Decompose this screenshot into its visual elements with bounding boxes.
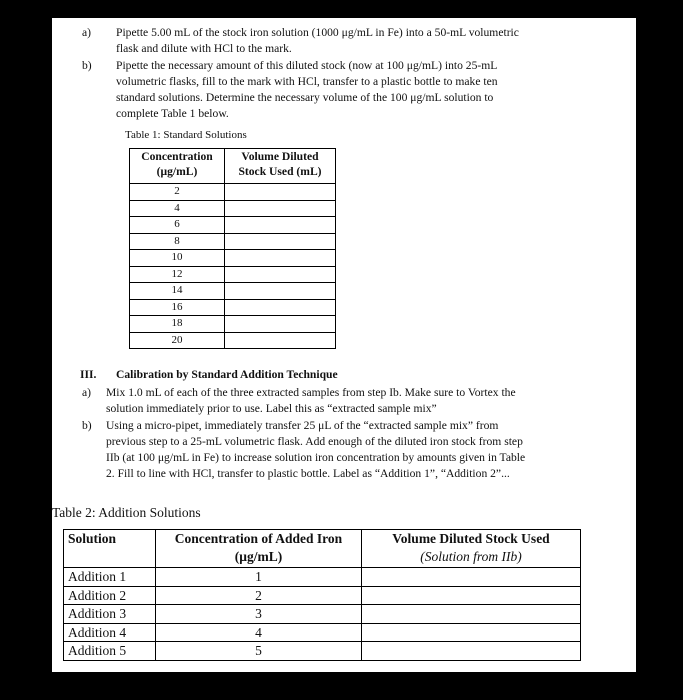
concentration-cell: 4	[130, 200, 225, 217]
volume-cell[interactable]	[362, 568, 581, 587]
table-row	[130, 266, 336, 283]
concentration-cell: 3	[156, 605, 362, 624]
header-line: Stock Used (mL)	[238, 165, 322, 178]
header-line: Volume Diluted	[241, 150, 319, 163]
volume-cell[interactable]	[362, 623, 581, 642]
table-row	[130, 332, 336, 349]
step-a-line: flask and dilute with HCl to the mark.	[116, 42, 292, 55]
concentration-cell: 20	[130, 332, 225, 349]
table-row	[130, 217, 336, 234]
table-row	[130, 233, 336, 250]
table-header-row	[130, 149, 336, 184]
volume-cell[interactable]	[225, 283, 336, 300]
volume-cell[interactable]	[225, 250, 336, 267]
table-row	[64, 642, 581, 661]
step-b-label: b)	[82, 59, 92, 72]
step-b-label: b)	[82, 419, 92, 432]
volume-cell[interactable]	[225, 316, 336, 333]
header-line: (μg/mL)	[234, 549, 283, 564]
table-row	[64, 568, 581, 587]
step-b-line: Using a micro-pipet, immediately transfer 25 μL of the “extracted sample mix” from	[106, 419, 499, 432]
volume-header	[362, 530, 581, 568]
volume-cell[interactable]	[362, 605, 581, 624]
table-row	[130, 299, 336, 316]
volume-header	[225, 149, 336, 184]
addition-solutions-table	[63, 529, 581, 661]
standard-solutions-table	[129, 148, 336, 349]
concentration-cell: 18	[130, 316, 225, 333]
volume-cell[interactable]	[225, 184, 336, 201]
step-b-line: Pipette the necessary amount of this diluted stock (now at 100 μg/mL) into 25-mL	[116, 59, 498, 72]
solution-cell: Addition 3	[64, 605, 156, 624]
concentration-cell: 2	[130, 184, 225, 201]
concentration-cell: 1	[156, 568, 362, 587]
concentration-cell: 6	[130, 217, 225, 234]
volume-cell[interactable]	[225, 266, 336, 283]
solution-header: Solution	[64, 530, 156, 568]
step-b-line: complete Table 1 below.	[116, 107, 229, 120]
table1-caption: Table 1: Standard Solutions	[125, 129, 247, 141]
volume-cell[interactable]	[225, 332, 336, 349]
volume-cell[interactable]	[362, 586, 581, 605]
step-b-line: standard solutions. Determine the necessary volume of the 100 μg/mL solution to	[116, 91, 494, 104]
volume-cell[interactable]	[225, 299, 336, 316]
table-row	[64, 586, 581, 605]
step-b-line: volumetric flasks, fill to the mark with HCl, transfer to a plastic bottle to make ten	[116, 75, 498, 88]
volume-cell[interactable]	[225, 233, 336, 250]
header-line: Concentration	[141, 150, 213, 163]
volume-cell[interactable]	[225, 217, 336, 234]
table-row	[130, 184, 336, 201]
concentration-header	[130, 149, 225, 184]
concentration-cell: 12	[130, 266, 225, 283]
concentration-cell: 16	[130, 299, 225, 316]
concentration-cell: 8	[130, 233, 225, 250]
concentration-cell: 5	[156, 642, 362, 661]
concentration-cell: 14	[130, 283, 225, 300]
volume-cell[interactable]	[362, 642, 581, 661]
table-header-row	[64, 530, 581, 568]
table-row	[130, 200, 336, 217]
solution-cell: Addition 2	[64, 586, 156, 605]
section-heading: Calibration by Standard Addition Technique	[116, 368, 338, 381]
table-row	[64, 605, 581, 624]
concentration-header	[156, 530, 362, 568]
step-a-line: Mix 1.0 mL of each of the three extracted samples from step Ib. Make sure to Vortex the	[106, 386, 516, 399]
volume-cell[interactable]	[225, 200, 336, 217]
step-a-label: a)	[82, 386, 92, 399]
table-row	[64, 623, 581, 642]
concentration-cell: 4	[156, 623, 362, 642]
table-row	[130, 316, 336, 333]
table2-caption: Table 2: Addition Solutions	[52, 505, 201, 520]
step-b-line: previous step to a 25-mL volumetric flask. Add enough of the diluted iron stock from step	[106, 435, 523, 448]
concentration-cell: 10	[130, 250, 225, 267]
solution-cell: Addition 1	[64, 568, 156, 587]
solution-cell: Addition 4	[64, 623, 156, 642]
header-line: Concentration of Added Iron	[174, 531, 343, 546]
header-line: Volume Diluted Stock Used	[392, 531, 550, 546]
step-b-line: 2. Fill to line with HCl, transfer to plastic bottle. Label as “Addition 1”, “Addition 2”...	[106, 467, 510, 480]
step-a-line: solution immediately prior to use. Label this as “extracted sample mix”	[106, 402, 437, 415]
table-row	[130, 250, 336, 267]
header-line: (μg/mL)	[156, 165, 198, 178]
step-a-label: a)	[82, 26, 92, 39]
step-a-line: Pipette 5.00 mL of the stock iron solution (1000 μg/mL in Fe) into a 50-mL volumetric	[116, 26, 519, 39]
concentration-cell: 2	[156, 586, 362, 605]
document-page	[52, 18, 636, 672]
step-b-line: IIb (at 100 μg/mL in Fe) to increase solution iron concentration by amounts given in Table	[106, 451, 526, 464]
solution-cell: Addition 5	[64, 642, 156, 661]
table-row	[130, 283, 336, 300]
header-line: (Solution from IIb)	[420, 549, 522, 564]
section-numeral: III.	[80, 368, 97, 381]
